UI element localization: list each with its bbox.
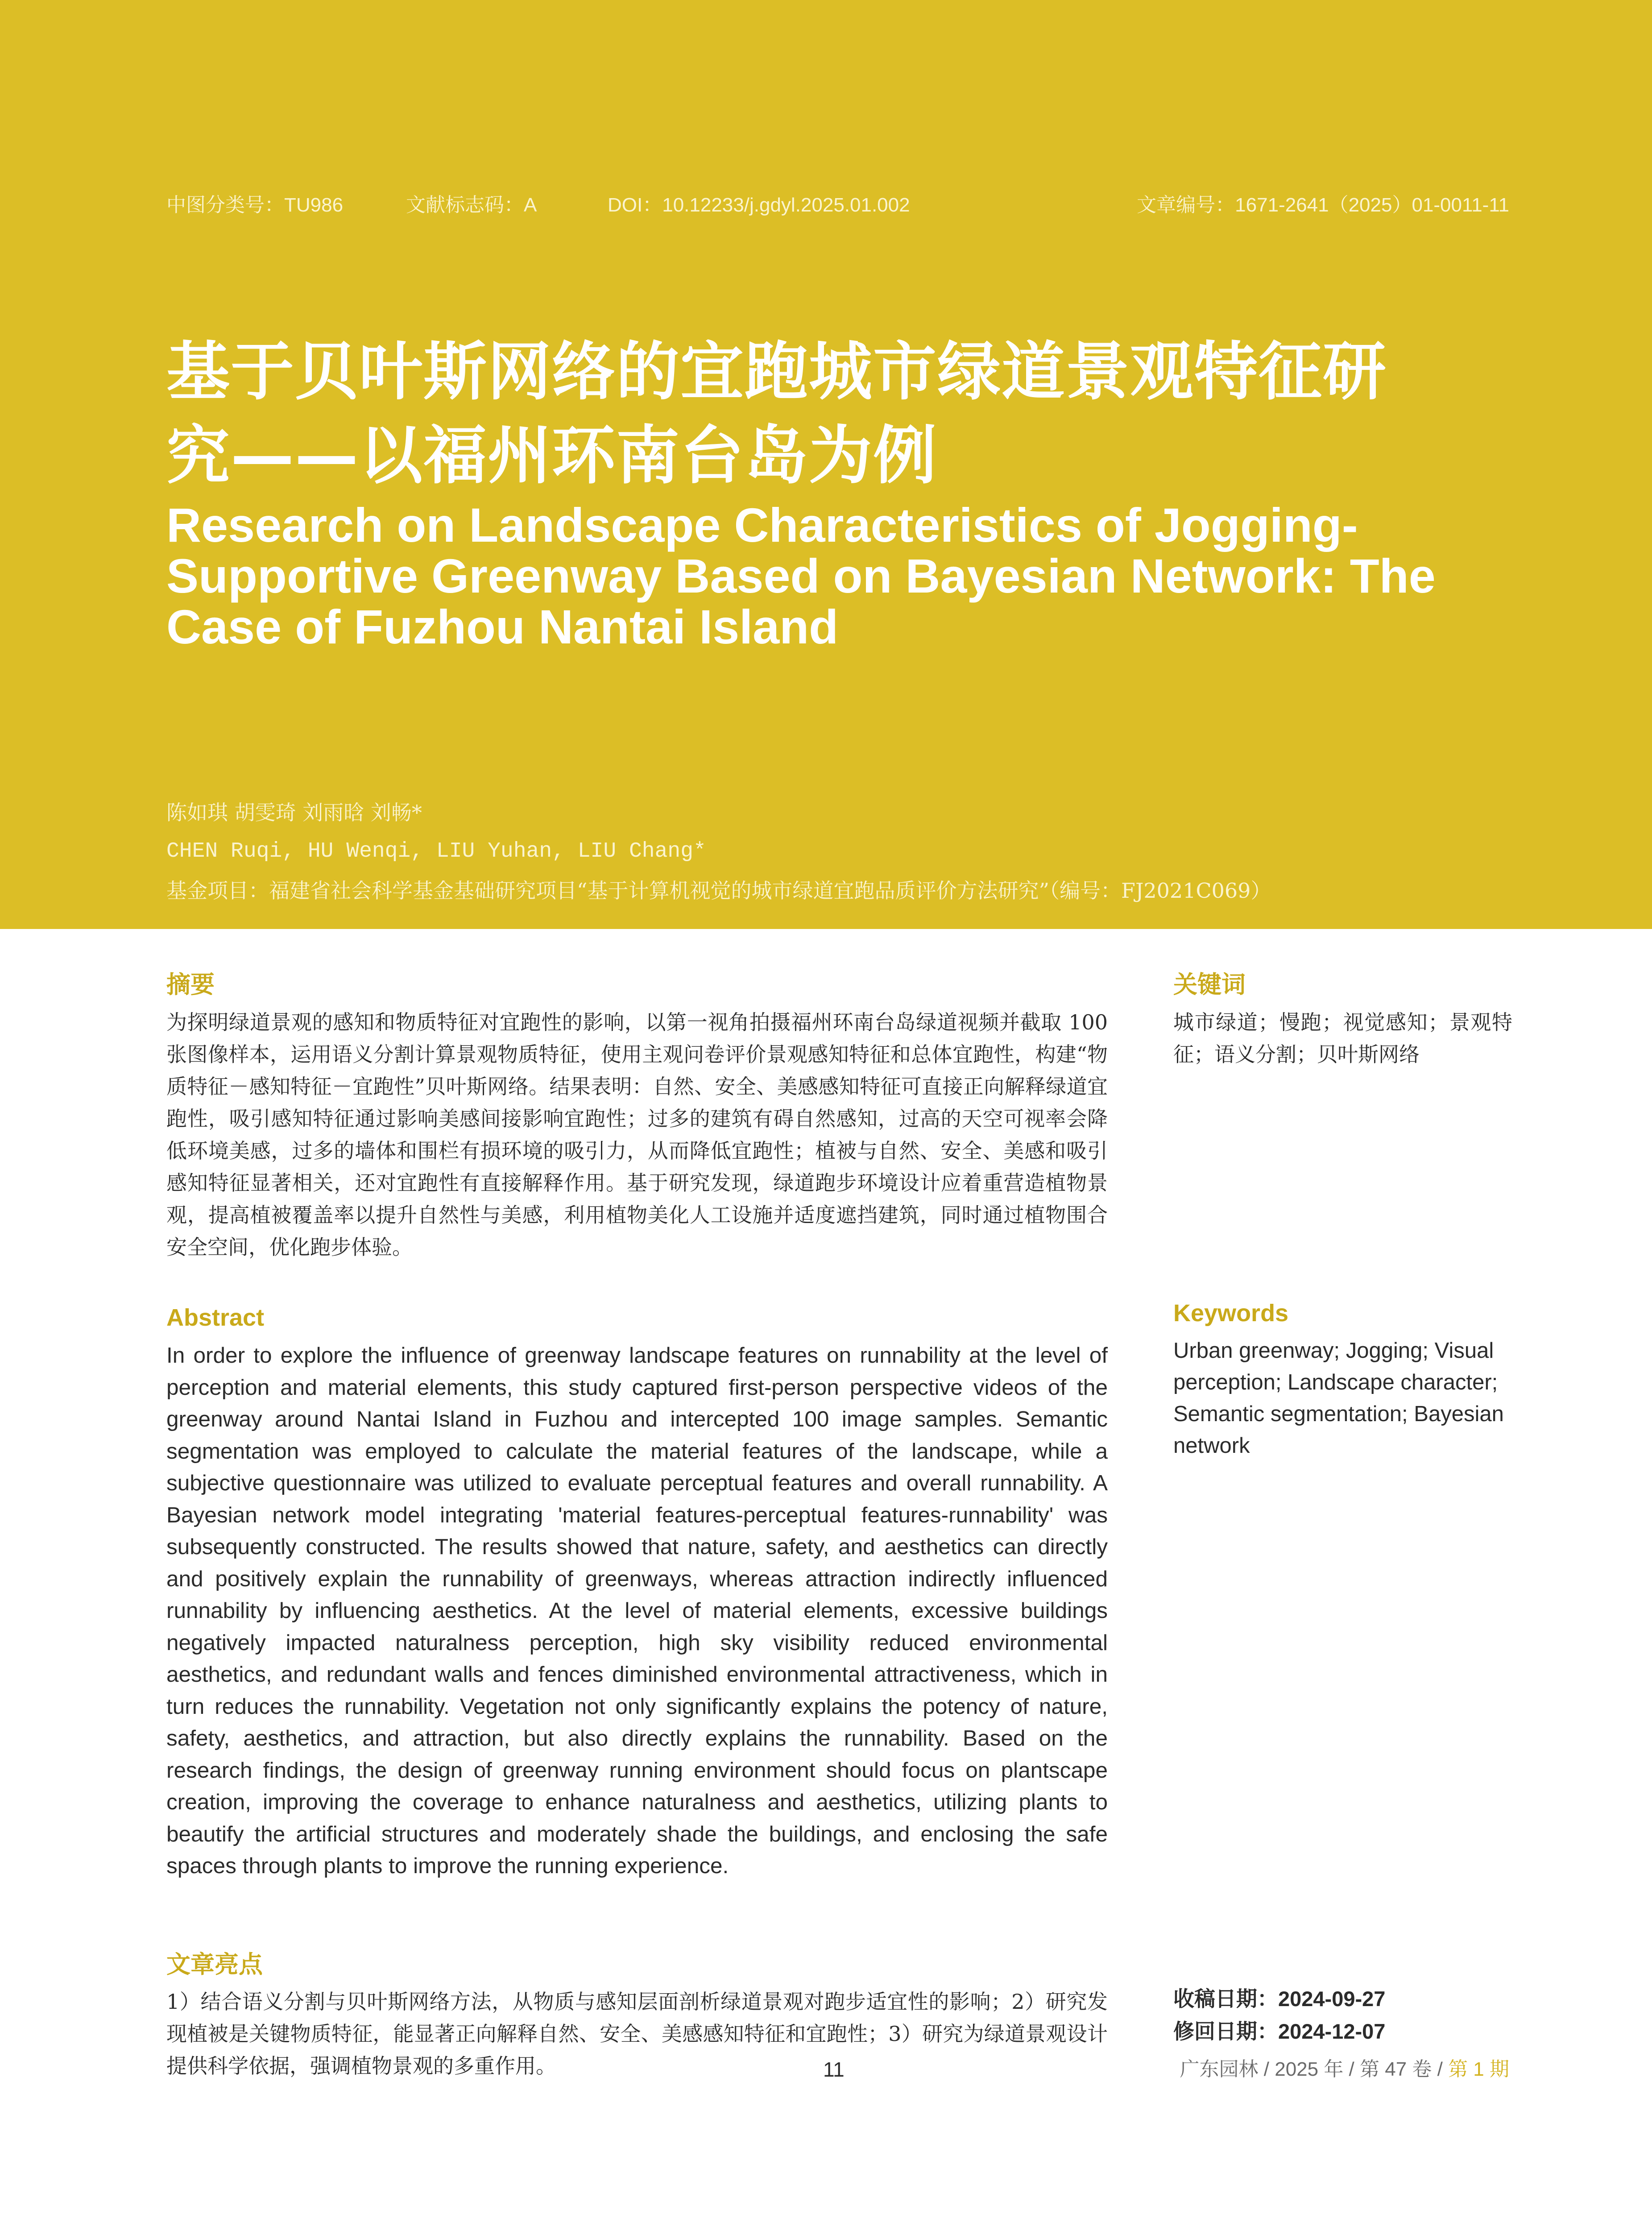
title-english: Research on Landscape Characteristics of Jogging-Supportive Greenway Based on Bayesian Network: The Case of Fuzhou Nantai Island — [166, 498, 1436, 654]
authors-english: CHEN Ruqi, HU Wenqi, LIU Yuhan, LIU Chang* — [166, 839, 706, 863]
title-chinese-line-1: 基于贝叶斯网络的宜跑城市绿道景观特征研 — [166, 335, 1387, 409]
document-code: 文献标志码：A — [406, 194, 537, 216]
keywords-en-heading: Keywords — [1173, 1300, 1289, 1327]
abstract-en-heading: Abstract — [166, 1304, 265, 1331]
journal-info: 广东园林 / 2025 年 / 第 47 卷 / — [1180, 2058, 1449, 2080]
issue-number: 第 1 期 — [1448, 2058, 1509, 2080]
keywords-cn-text: 城市绿道；慢跑；视觉感知；景观特征；语义分割；贝叶斯网络 — [1173, 1010, 1512, 1066]
title-chinese-line-2: 究——以福州环南台岛为例 — [166, 419, 937, 493]
clc-number: 中图分类号：TU986 — [166, 194, 344, 216]
abstract-cn-heading: 摘要 — [166, 971, 215, 998]
highlights-heading: 文章亮点 — [166, 1951, 263, 1978]
funding-note: 基金项目：福建省社会科学基金基础研究项目“基于计算机视觉的城市绿道宜跑品质评价方法研究”（编号：FJ2021C069） — [166, 879, 1271, 903]
revised-date: 修回日期：2024-12-07 — [1173, 2020, 1386, 2043]
keywords-cn-heading: 关键词 — [1173, 971, 1246, 998]
keywords-en-text: Urban greenway; Jogging; Visual perception; Landscape character; Semantic segmentation; Bayesian network — [1173, 1339, 1504, 1458]
article-number: 文章编号：1671-2641（2025）01-0011-11 — [1137, 194, 1509, 216]
doi: DOI：10.12233/j.gdyl.2025.01.002 — [608, 194, 910, 216]
journal-footer — [1180, 2056, 1509, 2083]
received-date: 收稿日期：2024-09-27 — [1173, 1987, 1386, 2011]
authors-chinese: 陈如琪 胡雯琦 刘雨晗 刘畅* — [166, 800, 422, 825]
page-number: 11 — [823, 2058, 845, 2081]
highlights-text: 1）结合语义分割与贝叶斯网络方法，从物质与感知层面剖析绿道景观对跑步适宜性的影响；2）研究发现植被是关键物质特征，能显著正向解释自然、安全、美感感知特征和宜跑性；3）研究为绿道景观设计提供科学依据，强调植物景观的多重作用。 — [166, 1990, 1108, 2078]
abstract-cn-text: 为探明绿道景观的感知和物质特征对宜跑性的影响，以第一视角拍摄福州环南台岛绿道视频并截取 100 张图像样本，运用语义分割计算景观物质特征，使用主观问卷评价景观感知特征和总体宜跑性，构建“物质特征－感知特征－宜跑性”贝叶斯网络。结果表明：自然、安全、美感感知特征可直接正向解释绿道宜跑性，吸引感知特征通过影响美感间接影响宜跑性；过多的建筑有碍自然感知，过高的天空可视率会降低环境美感，过多的墙体和围栏有损环境的吸引力，从而降低宜跑性；植被与自然、安全、美感和吸引感知特征显著相关，还对宜跑性有直接解释作用。基于研究发现，绿道跑步环境设计应着重营造植物景观，提高植被覆盖率以提升自然性与美感，利用植物美化人工设施并适度遮挡建筑，同时通过植物围合安全空间，优化跑步体验。 — [166, 1010, 1108, 1259]
abstract-en-text: In order to explore the influence of greenway landscape features on runnability at the level of perception and material elements, this study captured first-person perspective videos of the greenway around Nantai Island in Fuzhou and intercepted 100 image samples. Semantic segmentation was employed to calculate the material features of the landscape, while a subjective questionnaire was utilized to evaluate perceptual features and overall runnability. A Bayesian network model integrating 'material features-perceptual features-runnability' was subsequently constructed. The results showed that nature, safety, and aesthetics can directly and positively explain the runnability of greenways, whereas attraction indirectly influenced runnability by influencing aesthetics. At the level of material elements, excessive buildings negatively impacted naturalness perception, high sky visibility reduced environmental aesthetics, and redundant walls and fences diminished environmental attractiveness, which in turn reduces the runnability. Vegetation not only significantly explains the potency of nature, safety, aesthetics, and attraction, but also directly explains the runnability. Based on the research findings, the design of greenway running environment should focus on plantscape creation, improving the coverage to enhance naturalness and aesthetics, utilizing plants to beautify the artificial structures and moderately shade the buildings, and enclosing the safe spaces through plants to improve the running experience. — [166, 1343, 1108, 1878]
title-chinese — [166, 330, 1514, 498]
